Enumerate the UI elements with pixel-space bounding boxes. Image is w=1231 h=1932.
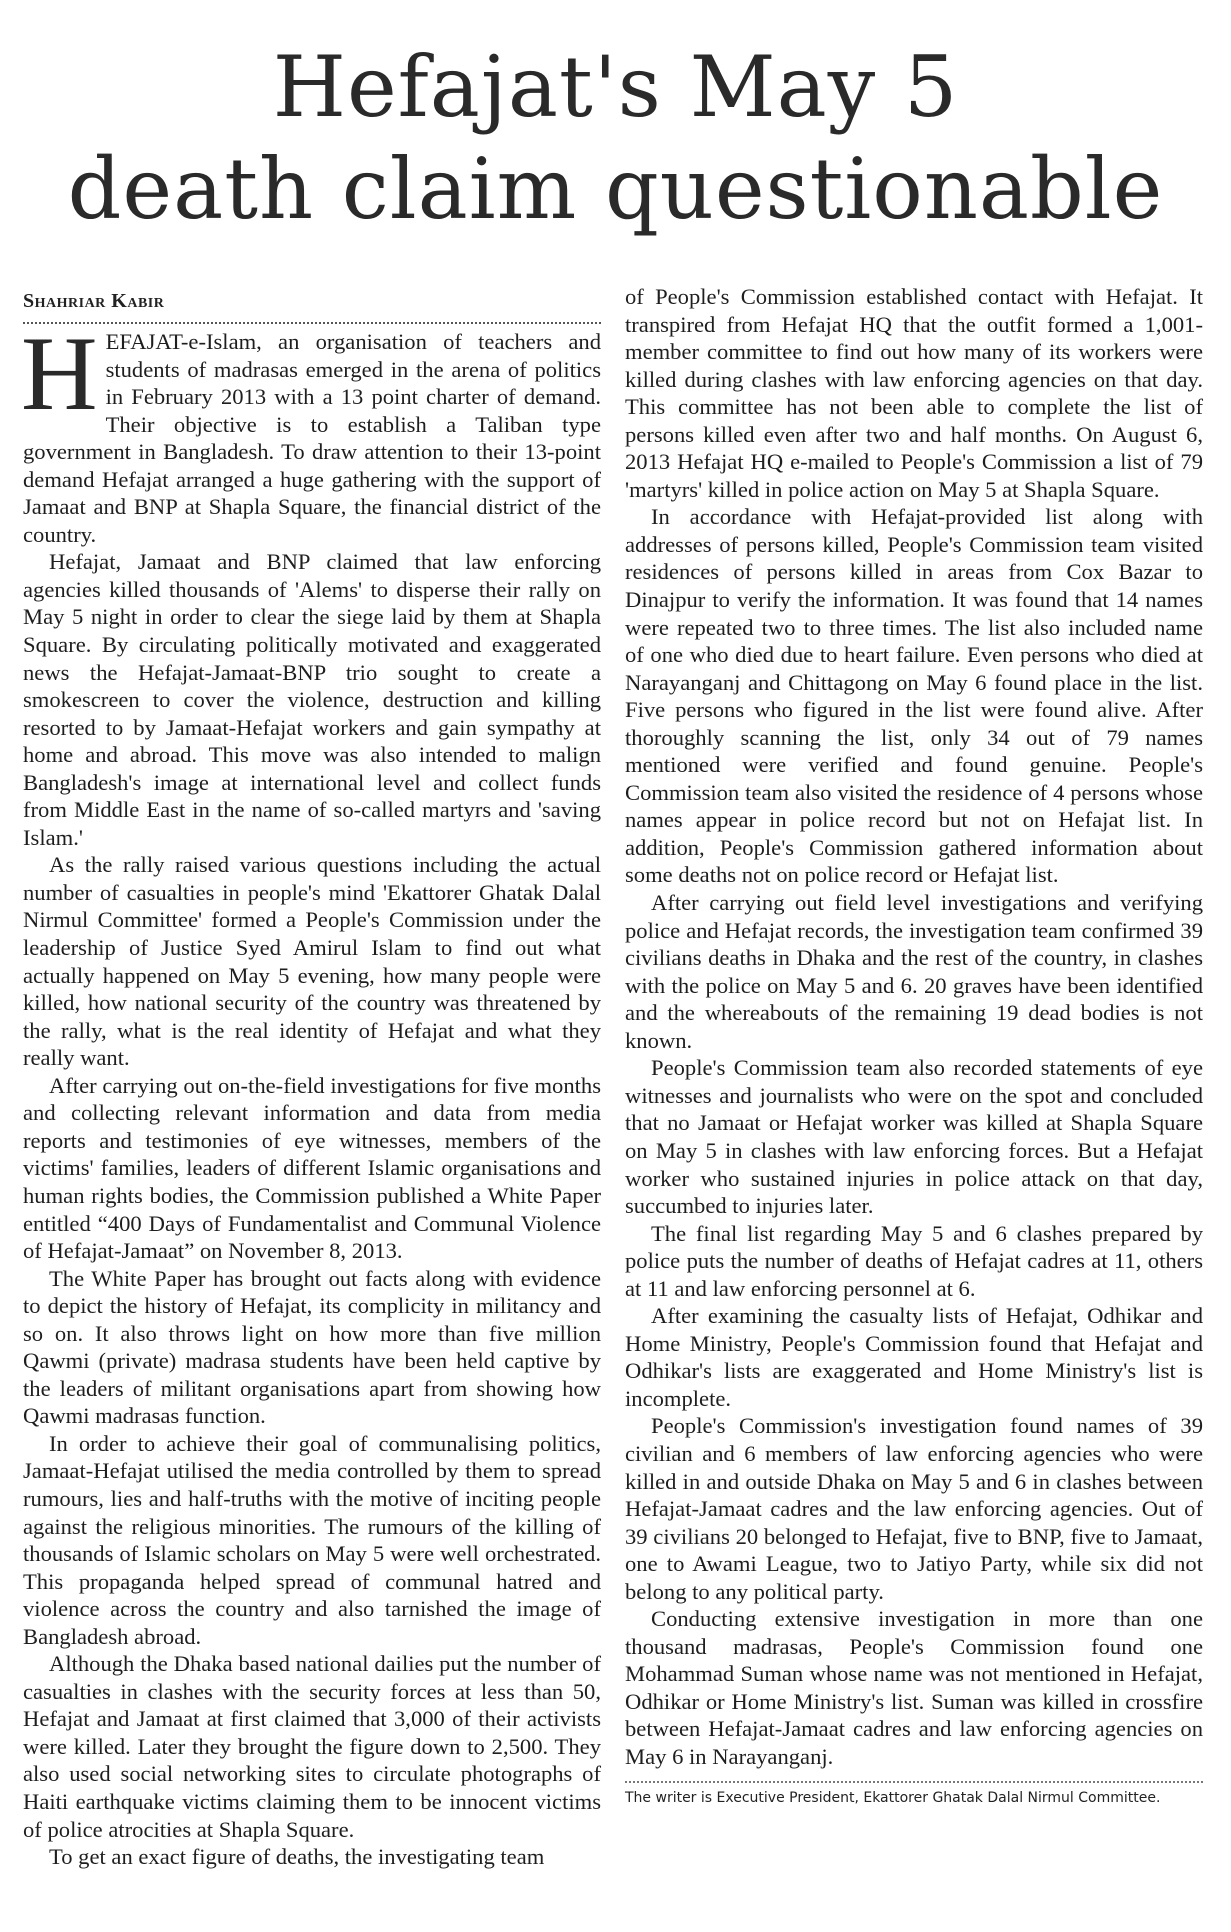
paragraph-11: People's Commission team also recorded statements of eye witnesses and journalists who were on the spot and concluded that no Jamaat or Hefajat worker was killed at Shapla Square on May 5 in clashes with law enforcing forces. But a Hefajat worker who sustained injuries in police attack on that day, succumbed to injuries later. [625, 1055, 1203, 1219]
paragraph-12: The final list regarding May 5 and 6 clashes prepared by police puts the number of deaths of Hefajat cadres at 11, others at 11 and law enforcing personnel at 6. [625, 1220, 1203, 1301]
byline-divider [23, 322, 601, 324]
footnote-divider [625, 1781, 1203, 1783]
headline-line-1: Hefajat's May 5 [272, 38, 959, 136]
paragraph-1 [21, 315, 601, 548]
byline: Shahriar Kabir [23, 290, 165, 312]
paragraph-10: After carrying out field level investigations and verifying police and Hefajat records, the investigation team confirmed 39 civilians deaths in Dhaka and the rest of the country, in clashes with the police on May 5 and 6. 20 graves have been identified and the whereabouts of the remaining 19 dead bodies is not known. [625, 890, 1203, 1053]
paragraph-7: Although the Dhaka based national dailies put the number of casualties in clashes with the security forces at less than 50, Hefajat and Jamaat at first claimed that 3,000 of their activists were killed. Later they brought the figure down to 2,500. They also used social networking sites to circulate photographs of Haiti earthquake victims claiming them to be innocent victims of police atrocities at Shapla Square. [23, 1651, 601, 1842]
paragraph-15: Conducting extensive investigation in more than one thousand madrasas, People's Commission found one Mohammad Suman whose name was not mentioned in Hefajat, Odhikar or Home Ministry's list. Suman was killed in crossfire between Hefajat-Jamaat cadres and law enforcing agencies on May 6 in Narayanganj. [625, 1606, 1203, 1769]
paragraph-14: People's Commission's investigation found names of 39 civilian and 6 members of law enforcing agencies who were killed in and outside Dhaka on May 5 and 6 in clashes between Hefajat-Jamaat cadres and the law enforcing agencies. Out of 39 civilians 20 belonged to Hefajat, five to BNP, five to Jamaat, one to Awami League, two to Jatiyo Party, while six did not belong to any political party. [625, 1413, 1203, 1604]
paragraph-6: In order to achieve their goal of communalising politics, Jamaat-Hefajat utilised the media controlled by them to spread rumours, lies and half-truths with the motive of inciting people against the religious minorities. The rumours of the killing of thousands of Islamic scholars on May 5 were well orchestrated. This propaganda helped spread of communal hatred and violence across the country and also tarnished the image of Bangladesh abroad. [23, 1430, 601, 1649]
drop-cap: H [21, 315, 98, 432]
paragraph-5: The White Paper has brought out facts along with evidence to depict the history of Hefajat, its complicity in militancy and so on. It also throws light on how more than five million Qawmi (private) madrasa students have been held captive by the leaders of militant organisations apart from showing how Qawmi madrasas function. [23, 1265, 601, 1429]
paragraph-3: As the rally raised various questions including the actual number of casualties in people's mind 'Ekattorer Ghatak Dalal Nirmul Committee' formed a People's Commission under the leadership of Justice Syed Amirul Islam to find out what actually happened on May 5 evening, how many people were killed, how national security of the country was threatened by the rally, what is the real identity of Hefajat and what they really want. [23, 852, 601, 1071]
headline-line-2: death claim questionable [67, 140, 1164, 238]
paragraph-4: After carrying out on-the-field investigations for five months and collecting relevant information and data from media reports and testimonies of eye witnesses, members of the victims' families, leaders of different Islamic organisations and human rights bodies, the Commission published a White Paper entitled “400 Days of Fundamentalist and Communal Violence of Hefajat-Jamaat” on November 8, 2013. [23, 1072, 601, 1264]
left-column [23, 285, 601, 1871]
paragraph-1-text: EFAJAT-e-Islam, an organisation of teachers and students of madrasas emerged in the arena of politics in February 2013 with a 13 point charter of demand. Their objective is to establish a Taliban type government in Bangladesh. To draw attention to their 13-point demand Hefajat arranged a huge gathering with the support of Jamaat and BNP at Shapla Square, the financial district of the country. [23, 329, 601, 547]
paragraph-9: In accordance with Hefajat-provided list along with addresses of persons killed, People's Commission team visited residences of persons killed in areas from Cox Bazar to Dinajpur to verify the information. It was found that 14 names were repeated two to three times. The list also included name of one who died due to heart failure. Even persons who died at Narayanganj and Chittagong on May 6 found place in the list. Five persons who figured in the list were found alive. After thoroughly scanning the list, only 34 out of 79 names mentioned were verified and found genuine. People's Commission team also visited the residence of 4 persons whose names appear in police record but not on Hefajat list. In addition, People's Commission gathered information about some deaths not on police record or Hefajat list. [625, 504, 1203, 888]
paragraph-13: After examining the casualty lists of Hefajat, Odhikar and Home Ministry, People's Commission found that Hefajat and Odhikar's lists are exaggerated and Home Ministry's list is incomplete. [625, 1303, 1203, 1411]
writer-note: The writer is Executive President, Ekattorer Ghatak Dalal Nirmul Committee. [625, 1789, 1161, 1806]
paragraph-8-continued: of People's Commission established contact with Hefajat. It transpired from Hefajat HQ that the outfit formed a 1,001-member committee to find out how many of its workers were killed during clashes with law enforcing agencies on that day. This committee has not been able to complete the list of persons killed even after two and half months. On August 6, 2013 Hefajat HQ e-mailed to People's Commission a list of 79 'martyrs' killed in police action on May 5 at Shapla Square. [625, 284, 1203, 502]
headline [0, 36, 1231, 240]
paragraph-2: Hefajat, Jamaat and BNP claimed that law enforcing agencies killed thousands of 'Alems' to disperse their rally on May 5 night in order to clear the siege laid by them at Shapla Square. By circulating politically motivated and exaggerated news the Hefajat-Jamaat-BNP trio sought to create a smokescreen to cover the violence, destruction and killing resorted to by Jamaat-Hefajat workers and gain sympathy at home and abroad. This move was also intended to malign Bangladesh's image at international level and collect funds from Middle East in the name of so-called martyrs and 'saving Islam.' [23, 549, 601, 850]
paragraph-8-start: To get an exact figure of deaths, the investigating team [49, 1844, 545, 1870]
right-column [625, 283, 1203, 1807]
